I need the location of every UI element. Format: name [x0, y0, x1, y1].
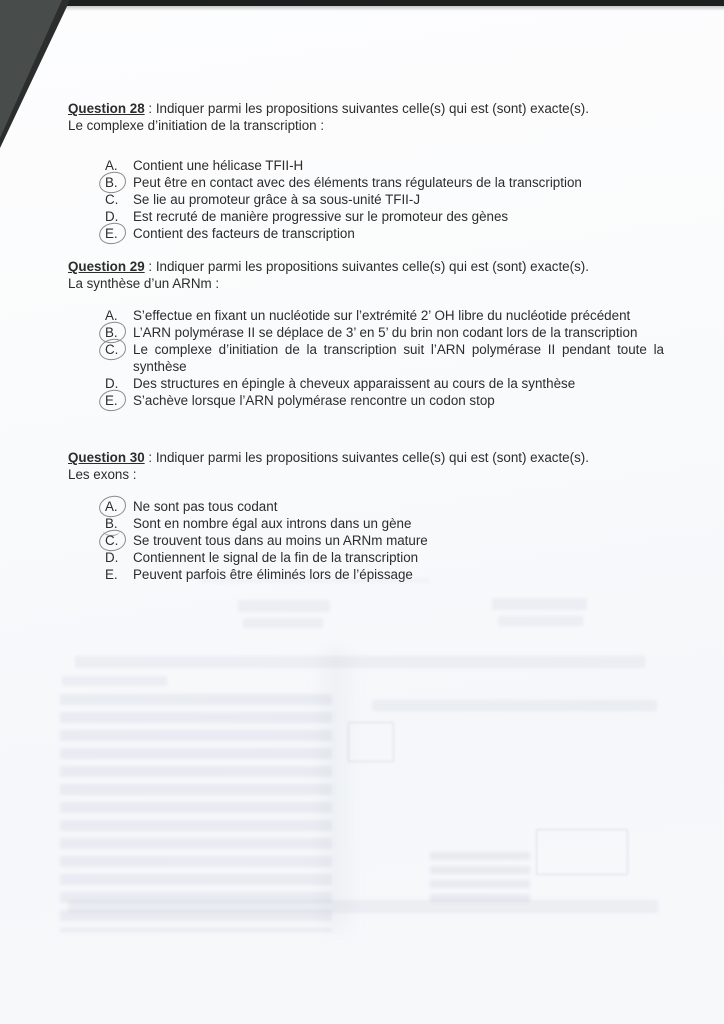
option-29-d-letter: D.: [105, 376, 119, 391]
bleed-through-artifact: [68, 900, 658, 913]
option-30-b: [68, 515, 664, 532]
question-28: [68, 100, 664, 242]
option-28-e: [68, 225, 664, 242]
option-30-a: [68, 498, 664, 515]
question-30-instruction: : Indiquer parmi les propositions suivantes celle(s) qui est (sont) exacte(s).: [144, 450, 589, 465]
question-30-label: Question 30: [68, 450, 145, 465]
question-29-heading: [68, 258, 664, 275]
scan-smudge: [322, 650, 350, 930]
question-29-options: [68, 307, 664, 409]
bleed-through-artifact: [75, 656, 645, 668]
option-29-d-text: Des structures en épingle à cheveux apparaissent au cours de la synthèse: [133, 376, 576, 391]
option-29-c: [68, 341, 664, 375]
page-top-edge-shadow: [0, 6, 724, 11]
bleed-through-artifact: [498, 616, 583, 626]
option-29-b-letter: B.: [105, 324, 133, 341]
option-28-c: [68, 191, 664, 208]
option-28-c-text: Se lie au promoteur grâce à sa sous-unité TFII-J: [133, 192, 421, 207]
option-29-a-letter: A.: [105, 308, 118, 323]
question-30-heading: [68, 449, 664, 466]
question-28-options: [68, 157, 664, 242]
question-30: [68, 449, 664, 583]
option-30-c-letter: C.: [105, 532, 133, 549]
question-29-instruction: : Indiquer parmi les propositions suivantes celle(s) qui est (sont) exacte(s).: [144, 259, 589, 274]
bleed-through-figure-box: [348, 722, 394, 762]
option-28-a-text: Contient une hélicase TFII-H: [133, 158, 304, 173]
question-29-stem: La synthèse d’un ARNm :: [68, 276, 220, 291]
option-30-c-text: Se trouvent tous dans au moins un ARNm mature: [133, 533, 428, 548]
option-29-c-letter: C.: [105, 341, 133, 375]
option-28-d-letter: D.: [105, 209, 119, 224]
question-28-label: Question 28: [68, 101, 145, 116]
option-30-a-letter: A.: [105, 498, 133, 515]
option-28-d: [68, 208, 664, 225]
question-29: [68, 258, 664, 409]
question-28-instruction: : Indiquer parmi les propositions suivantes celle(s) qui est (sont) exacte(s).: [144, 101, 589, 116]
option-29-e-letter: E.: [105, 392, 133, 409]
option-28-d-text: Est recruté de manière progressive sur le promoteur des gènes: [133, 209, 509, 224]
bleed-through-artifact: [372, 700, 657, 711]
option-28-c-letter: C.: [105, 192, 119, 207]
option-28-a: [68, 157, 664, 174]
option-29-a: [68, 307, 664, 324]
option-29-e: [68, 392, 664, 409]
option-30-d-letter: D.: [105, 550, 119, 565]
bleed-through-artifact: [243, 618, 323, 628]
bleed-through-figure-box: [536, 829, 628, 875]
option-29-c-text: Le complexe d’initiation de la transcription suit l’ARN polymérase II pendant toute la synthèse: [133, 342, 664, 374]
question-30-stem: Les exons :: [68, 467, 137, 482]
bleed-through-artifact: [492, 598, 587, 610]
option-29-e-text: S’achève lorsque l’ARN polymérase rencontre un codon stop: [133, 393, 495, 408]
bleed-through-text-column: [60, 694, 332, 932]
option-30-d: [68, 549, 664, 566]
bleed-through-artifact: [200, 578, 430, 583]
option-29-a-text: S’effectue en fixant un nucléotide sur l’extrémité 2’ OH libre du nucléotide précédent: [133, 308, 631, 323]
option-30-b-letter: B.: [105, 515, 133, 532]
option-30-e-text: Peuvent parfois être éliminés lors de l’épissage: [133, 567, 413, 582]
option-30-d-text: Contiennent le signal de la fin de la transcription: [133, 550, 419, 565]
option-28-b-text: Peut être en contact avec des éléments trans régulateurs de la transcription: [133, 175, 582, 190]
question-28-stem: Le complexe d’initiation de la transcription :: [68, 118, 325, 133]
question-30-options: [68, 498, 664, 583]
option-30-a-text: Ne sont pas tous codant: [133, 499, 278, 514]
option-28-b: [68, 174, 664, 191]
option-30-b-text: Sont en nombre égal aux introns dans un gène: [133, 516, 412, 531]
option-29-b: [68, 324, 664, 341]
option-28-e-letter: E.: [105, 225, 133, 242]
bleed-through-artifact: [238, 600, 330, 612]
question-28-heading: [68, 100, 664, 117]
option-28-e-text: Contient des facteurs de transcription: [133, 226, 355, 241]
option-30-c: [68, 532, 664, 549]
option-29-b-text: L’ARN polymérase II se déplace de 3’ en 5’ du brin non codant lors de la transcription: [133, 325, 638, 340]
option-28-a-letter: A.: [105, 158, 118, 173]
option-30-e-letter: E.: [105, 567, 118, 582]
option-28-b-letter: B.: [105, 174, 133, 191]
question-29-label: Question 29: [68, 259, 145, 274]
bleed-through-artifact: [62, 676, 167, 686]
option-29-d: [68, 375, 664, 392]
